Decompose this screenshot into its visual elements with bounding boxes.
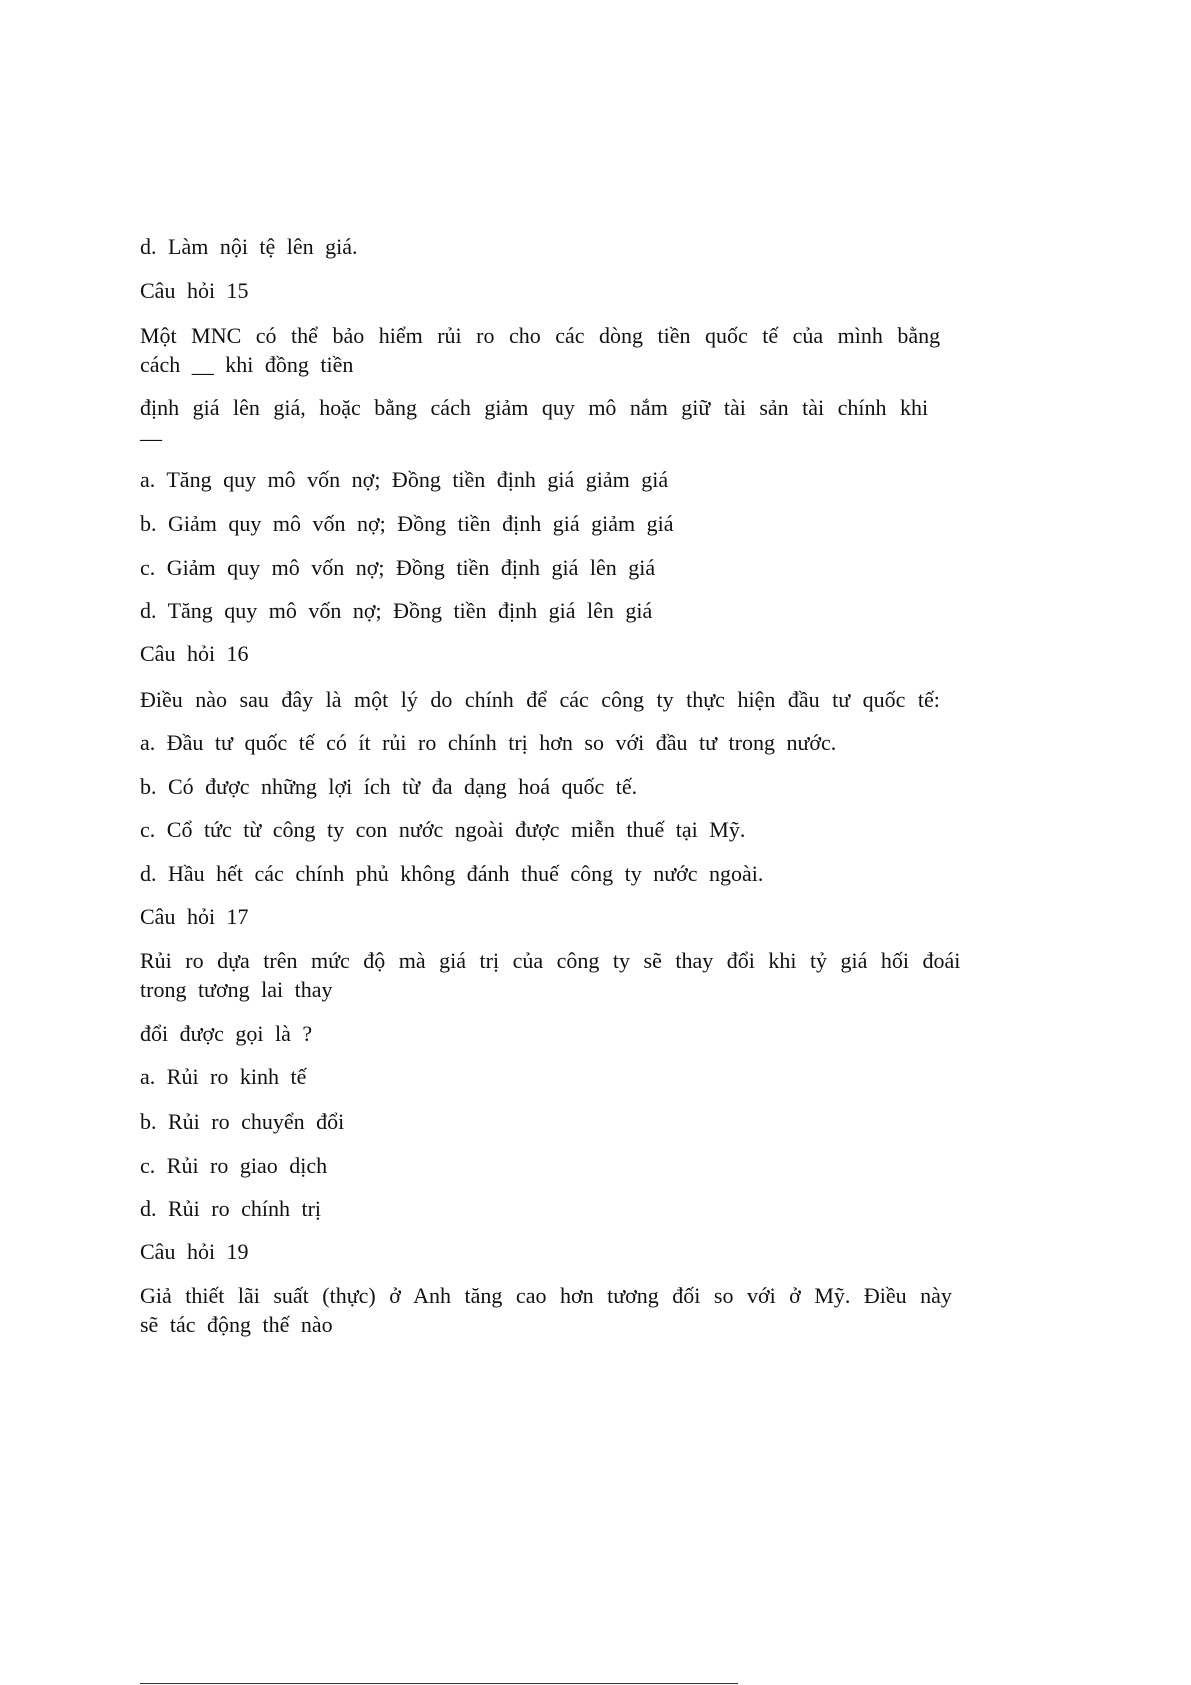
answer-option-c-q17: c. Rủi ro giao dịch	[140, 1153, 328, 1178]
answer-option-c-q15: c. Giảm quy mô vốn nợ; Đồng tiền định giá lên giá	[140, 555, 656, 580]
question-text-15-line-3: định giá lên giá, hoặc bằng cách giảm quy mô nắm giữ tài sản tài chính khi	[140, 395, 929, 420]
question-text-15-line-1: Một MNC có thể bảo hiểm rủi ro cho các dòng tiền quốc tế của mình bằng	[140, 323, 941, 348]
answer-option-b-q16: b. Có được những lợi ích từ đa dạng hoá quốc tế.	[140, 774, 638, 799]
document-page	[140, 0, 1010, 1685]
question-text-15-line-2: cách __ khi đồng tiền	[140, 352, 354, 377]
question-text-15-line-4: __	[140, 418, 162, 443]
footer-rule	[140, 1683, 738, 1684]
answer-option-d-q15: d. Tăng quy mô vốn nợ; Đồng tiền định giá lên giá	[140, 598, 653, 623]
question-text-17-line-3: đổi được gọi là ?	[140, 1021, 313, 1046]
question-text-16: Điều nào sau đây là một lý do chính để các công ty thực hiện đầu tư quốc tế:	[140, 687, 940, 712]
answer-option-b-q17: b. Rủi ro chuyển đổi	[140, 1109, 345, 1134]
question-heading-16: Câu hỏi 16	[140, 641, 249, 666]
question-text-17-line-2: trong tương lai thay	[140, 977, 333, 1002]
question-text-19-line-2: sẽ tác động thế nào	[140, 1312, 333, 1337]
question-heading-15: Câu hỏi 15	[140, 278, 249, 303]
answer-option-d-q16: d. Hầu hết các chính phủ không đánh thuế công ty nước ngoài.	[140, 861, 764, 886]
answer-option-a-q17: a. Rủi ro kinh tế	[140, 1064, 307, 1089]
question-heading-19: Câu hỏi 19	[140, 1239, 249, 1264]
question-text-19-line-1: Giả thiết lãi suất (thực) ở Anh tăng cao hơn tương đối so với ở Mỹ. Điều này	[140, 1283, 952, 1308]
answer-option-d-q14: d. Làm nội tệ lên giá.	[140, 234, 358, 259]
answer-option-a-q15: a. Tăng quy mô vốn nợ; Đồng tiền định giá giảm giá	[140, 467, 669, 492]
question-heading-17: Câu hỏi 17	[140, 904, 249, 929]
question-text-17-line-1: Rủi ro dựa trên mức độ mà giá trị của công ty sẽ thay đổi khi tỷ giá hối đoái	[140, 948, 961, 973]
answer-option-c-q16: c. Cổ tức từ công ty con nước ngoài được miễn thuế tại Mỹ.	[140, 817, 746, 842]
answer-option-d-q17: d. Rủi ro chính trị	[140, 1196, 322, 1221]
answer-option-a-q16: a. Đầu tư quốc tế có ít rủi ro chính trị hơn so với đầu tư trong nước.	[140, 730, 837, 755]
answer-option-b-q15: b. Giảm quy mô vốn nợ; Đồng tiền định giá giảm giá	[140, 511, 674, 536]
